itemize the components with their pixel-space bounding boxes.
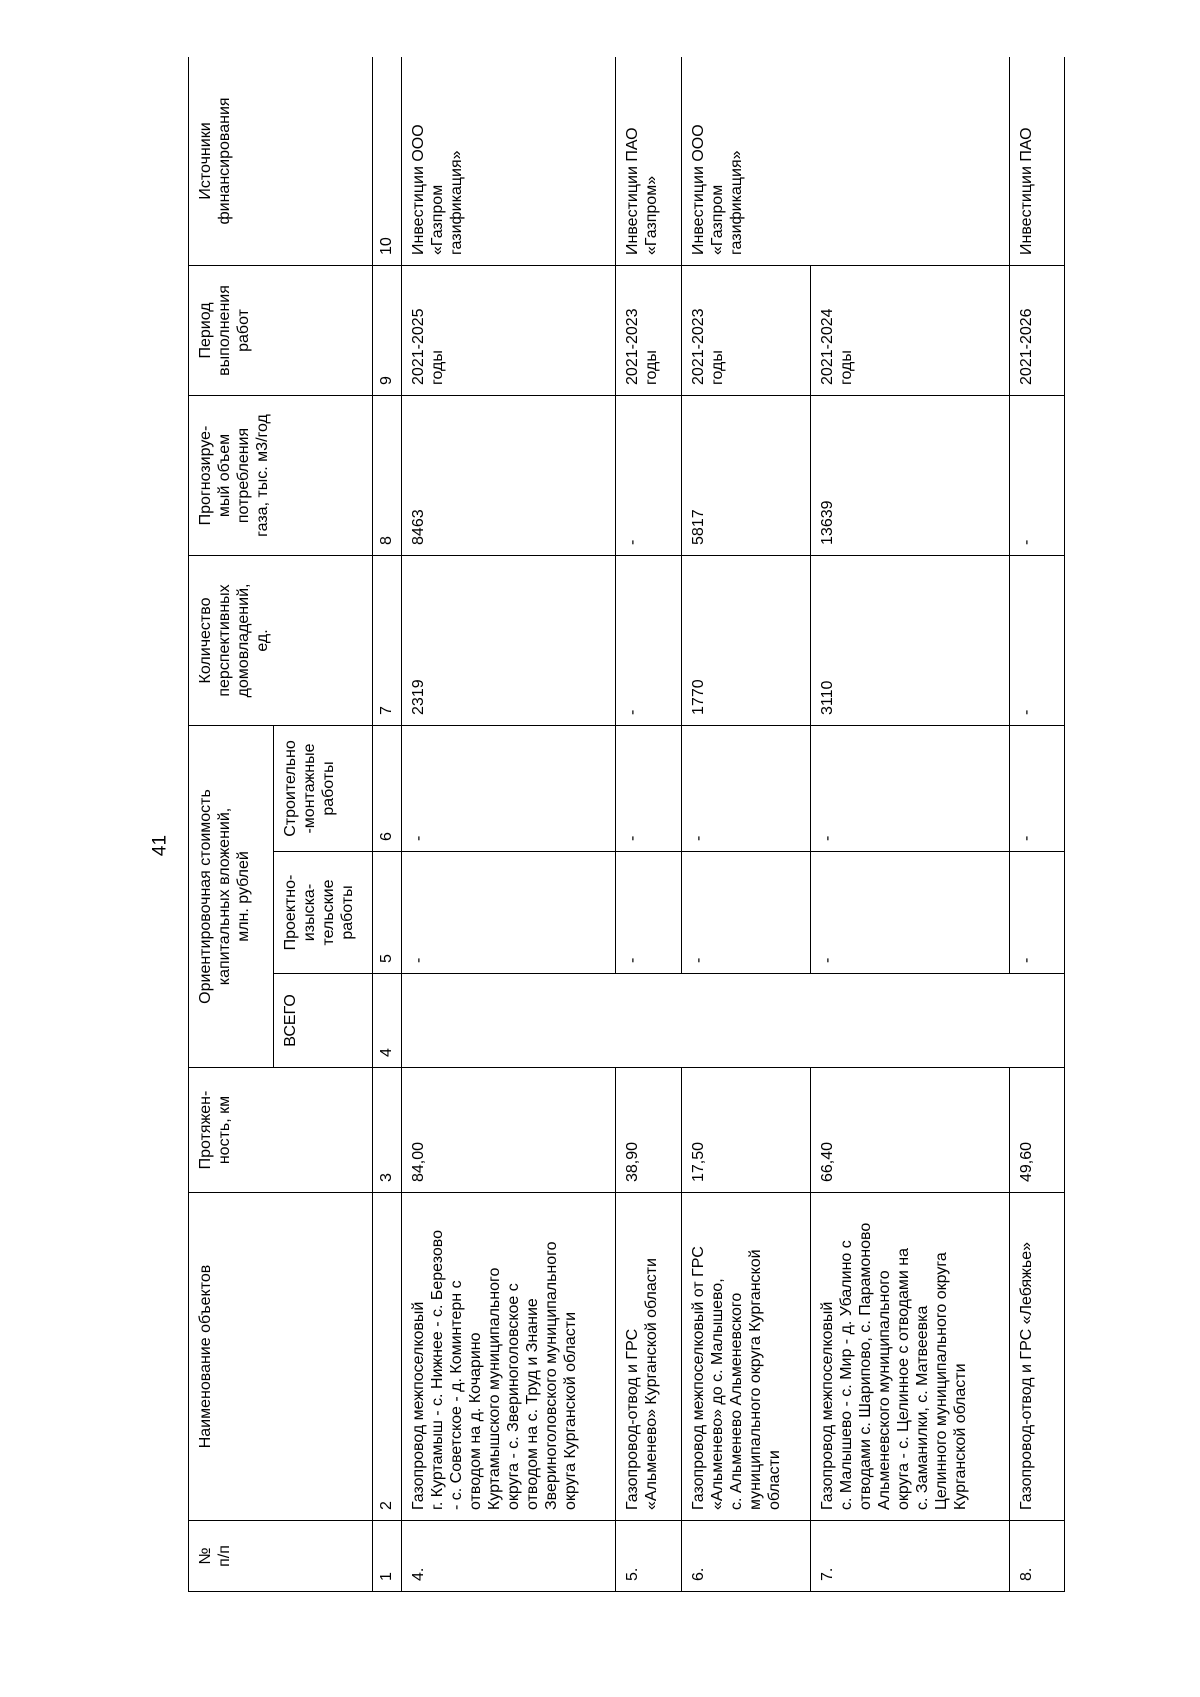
row-number: 8. [1010, 1521, 1065, 1592]
rotated-table-container [188, 57, 1088, 1592]
cost-design: - [811, 852, 1010, 974]
households-count: - [1010, 555, 1065, 725]
table-row [616, 57, 682, 1592]
column-number: 3 [373, 1068, 402, 1193]
cost-construction: - [1010, 725, 1065, 851]
length-km: 38,90 [616, 1068, 682, 1193]
gas-volume: 5817 [682, 395, 811, 555]
column-number: 7 [373, 555, 402, 725]
header-cost-group: Ориентировочная стоимость капитальных вложений, млн. рублей [189, 725, 274, 1067]
table-row [1010, 57, 1065, 1592]
object-name: Газопровод межпоселковый от ГРС «Альменево» до с. Малышево, с. Альменево Альменевского муниципального округа Курганской области [682, 1193, 811, 1521]
header-financing-source: Источники финансирования [189, 57, 373, 265]
work-period: 2021-2026 [1010, 265, 1065, 395]
length-km: 49,60 [1010, 1068, 1065, 1193]
header-cost-design: Проектно- изыска- тельские работы [274, 852, 373, 974]
work-period: 2021-2024 годы [811, 265, 1010, 395]
object-name: Газопровод межпоселковый с. Малышево - с. Мир - д. Убалино с отводами с. Шарипово, с. Парамоново Альменевского муниципального округа - с. Целинное с отводами на с. Заманилки, с. Матвеевка Целинного муниципального округа Курганской области [811, 1193, 1010, 1521]
header-households: Количество перспективных домовладений, ед. [189, 555, 373, 725]
length-km: 84,00 [402, 1068, 616, 1193]
cost-construction: - [402, 725, 616, 851]
header-object-name: Наименование объектов [189, 1193, 373, 1521]
households-count: 1770 [682, 555, 811, 725]
financing-source [811, 57, 1010, 265]
column-number: 10 [373, 57, 402, 265]
gas-volume: - [1010, 395, 1065, 555]
column-number: 2 [373, 1193, 402, 1521]
gas-pipeline-objects-table [188, 57, 1065, 1592]
header-cost-total: ВСЕГО [274, 974, 373, 1068]
work-period: 2021-2023 годы [682, 265, 811, 395]
column-number: 8 [373, 395, 402, 555]
cost-construction: - [682, 725, 811, 851]
financing-source: Инвестиции ПАО [1010, 57, 1065, 265]
households-count: 2319 [402, 555, 616, 725]
column-number: 1 [373, 1521, 402, 1592]
row-number: 5. [616, 1521, 682, 1592]
column-number: 6 [373, 725, 402, 851]
work-period: 2021-2023 годы [616, 265, 682, 395]
length-km: 17,50 [682, 1068, 811, 1193]
households-count: - [616, 555, 682, 725]
financing-source: Инвестиции ООО «Газпром газификация» [402, 57, 616, 265]
row-number: 4. [402, 1521, 616, 1592]
cost-total [402, 974, 1065, 1068]
row-number: 7. [811, 1521, 1010, 1592]
gas-volume: 8463 [402, 395, 616, 555]
table-row [682, 57, 811, 1592]
header-length: Протяжен- ность, км [189, 1068, 373, 1193]
gas-volume: - [616, 395, 682, 555]
cost-construction: - [616, 725, 682, 851]
financing-source: Инвестиции ПАО «Газпром» [616, 57, 682, 265]
cost-design: - [402, 852, 616, 974]
column-number-row [373, 57, 402, 1592]
work-period: 2021-2025 годы [402, 265, 616, 395]
cost-construction: - [811, 725, 1010, 851]
column-number: 9 [373, 265, 402, 395]
header-period: Период выполнения работ [189, 265, 373, 395]
object-name: Газопровод-отвод и ГРС «Альменево» Курганской области [616, 1193, 682, 1521]
financing-source: Инвестиции ООО «Газпром газификация» [682, 57, 811, 265]
table-viewport [188, 57, 1088, 1592]
row-number: 6. [682, 1521, 811, 1592]
object-name: Газопровод-отвод и ГРС «Лебяжье» [1010, 1193, 1065, 1521]
column-number: 5 [373, 852, 402, 974]
cost-design: - [1010, 852, 1065, 974]
header-cost-construction: Строительно -монтажные работы [274, 725, 373, 851]
length-km: 66,40 [811, 1068, 1010, 1193]
header-number: № п/п [189, 1521, 373, 1592]
table-row [811, 57, 1010, 1592]
cost-design: - [616, 852, 682, 974]
cost-design: - [682, 852, 811, 974]
gas-volume: 13639 [811, 395, 1010, 555]
households-count: 3110 [811, 555, 1010, 725]
column-number: 4 [373, 974, 402, 1068]
header-gas-volume: Прогнозируе- мый объем потребления газа, тыс. м3/год [189, 395, 373, 555]
object-name: Газопровод межпоселковый г. Куртамыш - с. Нижнее - с. Березово - с. Советское - д. Коминтерн с отводом на д. Кочарино Куртамышского муниципального округа - с. Звериноголовское с отводом на с. Труд и Знание Звериноголовского муниципального округа Курганской области [402, 1193, 616, 1521]
page-number: 41 [149, 834, 171, 857]
table-row [402, 57, 616, 1592]
